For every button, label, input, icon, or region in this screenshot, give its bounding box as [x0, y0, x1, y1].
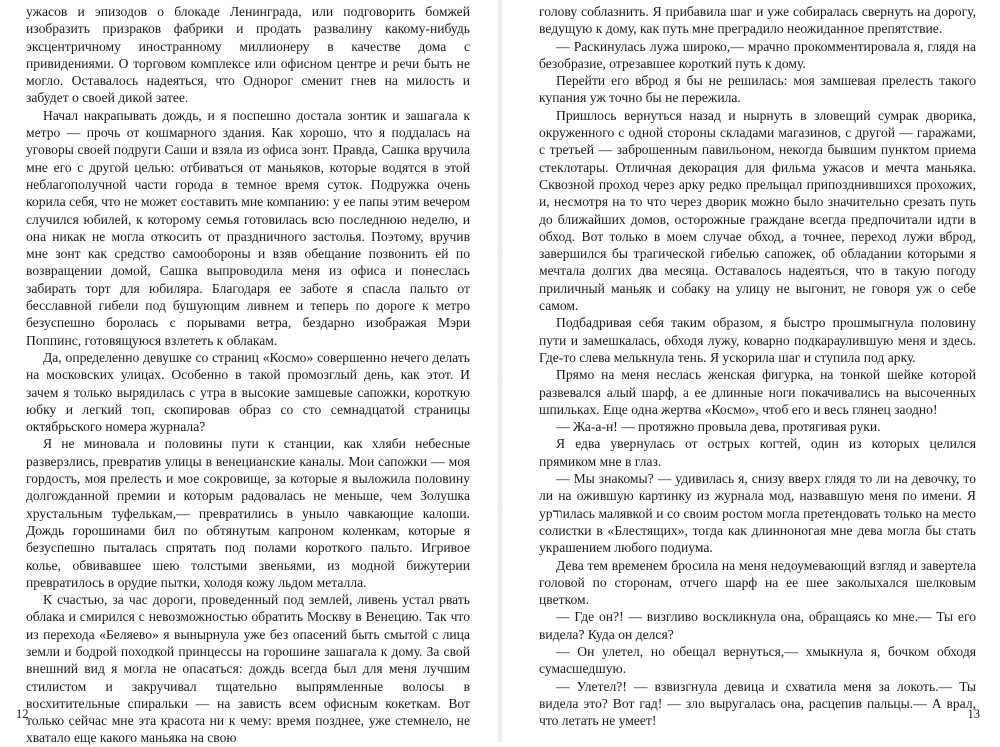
paragraph: — Где он?! — визгливо воскликнула она, обращаясь ко мне.— Ты его видела? Куда он делся?: [539, 609, 976, 642]
page-number: 12: [16, 707, 29, 721]
left-page: [0, 0, 500, 746]
paragraph: Подбадривая себя таким образом, я быстро прошмыгнула половину пути и замешкалась, обходя лужу, коварно подкараулившую меня и здесь. Где-то слева мелькнула тень. Я ускорила шаг и ступила под арку.: [539, 315, 976, 365]
paragraph: Перейти его вброд я бы не решилась: моя замшевая прелесть такого купания уж точно бы не пережила.: [539, 73, 976, 106]
paragraph: — Мы знакомы? — удивилась я, снизу вверх глядя то ли на девочку, то ли на ожившую картинку из журнала мод, назвавшую меня по имени. Я урודилась малявкой и со своим ростом могла претендовать только на место солистки в «Блестящих», тогда как длинноногая мне дева могла бы стать украшением любого подиума.: [539, 471, 976, 556]
paragraph: Пришлось вернуться назад и нырнуть в зловещий сумрак дворика, окруженного с одной стороны складами магазинов, с другой — гаражами, с третьей — заброшенным павильоном, некогда бывшим пунктом приема стеклотары. Отличная декорация для фильма ужасов и мечта маньяка. Сквозной проход через арку редко прельщал припозднившихся прохожих, и, несмотря на то что через дворик можно было значительно срезать путь до ближайших домов, осторожные граждане всегда предпочитали идти в обход. Вот только в моем случае обход, а точнее, переход лужи вброд, завершился бы трагической гибелью сапожек, об обладании которыми я мечтала долгих два месяца. Оставалось надеяться, что в такую погоду приличный маньяк и собаку на улицу не выгонит, не говоря уж о себе самом.: [539, 107, 976, 314]
paragraph: К счастью, за час дороги, проведенный под землей, ливень устал рвать облака и смирился с невозможностью обратить Москву в Венецию. Так что из перехода «Беляево» я вынырнула уже без опасений быть смытой с лица земли и бодрой походкой принцессы на горошине зашагала к дому. За свой внешний вид я могла не опасаться: дождь всегда был для меня лучшим стилистом и закручивал тщательно выпрямленные волосы в восхитительные спиральки — на зависть всем офисным кокеткам. Вот только сейчас мне эта красота ни к чему: время позднее, уже стемнело, не хватало еще какого маньяка на свою: [26, 592, 470, 746]
paragraph: Да, определенно девушке со страниц «Космо» совершенно нечего делать на московских улицах. Особенно в такой промозглый день, как этот. И зачем я только вырядилась с утра в высокие замшевые сапожки, короткую юбку и легкий топ, скопировав образ со сто семнадцатой страницы октябрьского номера журнала?: [26, 349, 470, 435]
paragraph: — Улетел?! — взвизгнула девица и схватила меня за локоть.— Ты видела это? Вот гад! — зло выругалась она, расцепив пальцы.— А врал, что летать не умеет!: [539, 678, 976, 729]
paragraph: Прямо на меня неслась женская фигурка, на тонкой шейке которой развевался алый шарф, а ее длинные ноги покачивались на высоченных шпильках. Еще одна жертва «Космо», чтоб его и весь глянец заодно!: [539, 367, 976, 417]
paragraph: — Он улетел, но обещал вернуться,— хмыкнула я, бочком обходя сумасшедшую.: [539, 643, 976, 677]
page-number: 13: [967, 707, 980, 721]
paragraph: Я не миновала и половины пути к станции, как хляби небесные разверзлись, превратив улицы в венецианские каналы. Мои сапожки — моя гордость, моя прелесть и мое сокровище, за которые я выложила половину долгожданной премии и которым радовалась не меньше, чем Золушка хрустальным туфелькам,— превратились в уныло чавкающие калоши. Дождь горошинами бил по обтянутым капроном коленкам, которые я безуспешно пыталась спрятать под полами короткого пальто. Игривое колье, обвивавшее шею толстыми звеньями, из модной бижутерии превратилось в орудие пытки, холодя кожу льдом металла.: [26, 436, 470, 590]
paragraph: голову соблазнить. Я прибавила шаг и уже собиралась свернуть на дорогу, ведущую к дому, как путь мне преградило неожиданное препятствие.: [539, 4, 976, 37]
right-page-text: [539, 3, 976, 729]
paragraph: Я едва увернулась от острых когтей, один из которых целился прямиком мне в глаз.: [539, 436, 976, 469]
paragraph: Дева тем временем бросила на меня недоумевающий взгляд и завертела головой по сторонам, отчего шарф на ее шее заколыхался шелковым цветком.: [539, 557, 976, 608]
paragraph: ужасов и эпизодов о блокаде Ленинграда, или подговорить бомжей изобразить призраков фабрики и продать развалину какому-нибудь эксцентричному иностранному миллионеру в качестве дома с привидениями. О торговом комплексе или офисном центре и речи быть не могло. Оставалось надеяться, что Однорог сменит гнев на милость и забудет о своей дикой затее.: [26, 4, 470, 106]
paragraph: — Жа-а-н! — протяжно провыла дева, протягивая руки.: [556, 419, 881, 435]
left-page-text: [26, 3, 470, 747]
paragraph: Начал накрапывать дождь, и я поспешно достала зонтик и зашагала к метро — прочь от кошмарного здания. Как хорошо, что я поддалась на уговоры своей подруги Саши и взяла из офиса зонт. Правда, Сашка вручила мне его с другой целью: отбиваться от маньяков, которые водятся в этой неблагополучной части города в темное время суток. Подружка очень корила себя, что не может составить мне компанию: у ее папы этим вечером случился юбилей, к которому семья готовилась всю последнюю неделю, и она никак не могла откосить от праздничного застолья. Поэтому, вручив мне зонт как средство самообороны и взяв обещание позвонить ей по возвращении домой, Сашка выпроводила меня из офиса и понеслась забирать торт для юбиляра. Благодаря ее заботе я спасла пальто от бесславной гибели под бушующим ливнем и теперь по дороге к метро безуспешно боролась с порывами ветра, бездарно изображая Мэри Поппинс, готовящуюся взлететь к облакам.: [26, 107, 470, 348]
paragraph: — Раскинулась лужа широко,— мрачно прокомментировала я, глядя на безобразие, отрезавшее короткий путь к дому.: [539, 38, 976, 71]
right-page: [500, 0, 1000, 742]
